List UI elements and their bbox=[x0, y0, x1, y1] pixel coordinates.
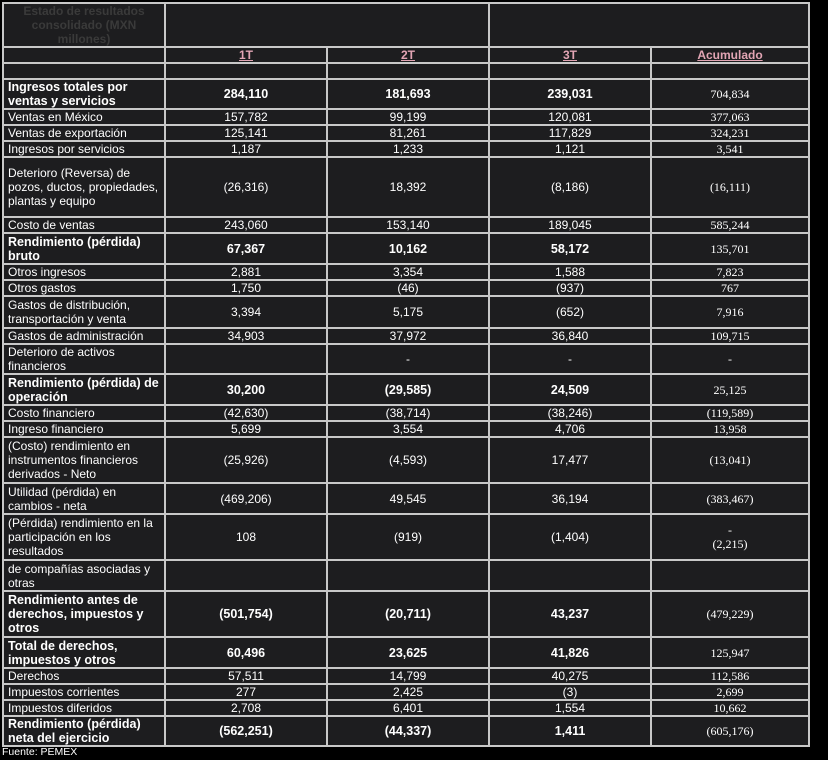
table-row bbox=[3, 374, 809, 405]
value-acumulado: 112,586 bbox=[651, 668, 809, 684]
value-1t bbox=[165, 560, 327, 591]
value-2t: - bbox=[327, 344, 489, 374]
value-3t: 189,045 bbox=[489, 217, 651, 233]
value-1t: 277 bbox=[165, 684, 327, 700]
value-acumulado: 25,125 bbox=[651, 374, 809, 405]
column-header-3t: 3T bbox=[489, 47, 651, 63]
title-blank-cell bbox=[489, 3, 809, 47]
value-2t: 10,162 bbox=[327, 233, 489, 264]
row-label: Rendimiento antes de derechos, impuestos y otros bbox=[3, 591, 165, 637]
value-acumulado: 109,715 bbox=[651, 328, 809, 344]
row-label: Derechos bbox=[3, 668, 165, 684]
row-label: Deterioro de activos financieros bbox=[3, 344, 165, 374]
value-1t: 284,110 bbox=[165, 79, 327, 109]
row-label: (Pérdida) rendimiento en la participación en los resultados bbox=[3, 514, 165, 560]
table-row bbox=[3, 157, 809, 217]
table-row bbox=[3, 716, 809, 746]
value-1t: (501,754) bbox=[165, 591, 327, 637]
value-3t: 24,509 bbox=[489, 374, 651, 405]
value-acumulado: 704,834 bbox=[651, 79, 809, 109]
row-label: Otros ingresos bbox=[3, 264, 165, 280]
row-label: Ventas en México bbox=[3, 109, 165, 125]
value-acumulado: 767 bbox=[651, 280, 809, 296]
table-row bbox=[3, 264, 809, 280]
value-acumulado: 7,823 bbox=[651, 264, 809, 280]
value-2t: (44,337) bbox=[327, 716, 489, 746]
header-blank-cell bbox=[3, 47, 165, 63]
value-acumulado: (119,589) bbox=[651, 405, 809, 421]
table-row bbox=[3, 280, 809, 296]
value-3t: 41,826 bbox=[489, 637, 651, 668]
value-2t: 81,261 bbox=[327, 125, 489, 141]
value-3t: 36,840 bbox=[489, 328, 651, 344]
value-acumulado: (16,111) bbox=[651, 157, 809, 217]
row-label: Ingresos por servicios bbox=[3, 141, 165, 157]
row-label: Ingreso financiero bbox=[3, 421, 165, 437]
column-header-row bbox=[3, 47, 809, 63]
value-acumulado: (605,176) bbox=[651, 716, 809, 746]
value-3t bbox=[489, 560, 651, 591]
table-row bbox=[3, 296, 809, 328]
row-label: Total de derechos, impuestos y otros bbox=[3, 637, 165, 668]
value-acumulado: 125,947 bbox=[651, 637, 809, 668]
column-header-1t: 1T bbox=[165, 47, 327, 63]
value-acumulado bbox=[651, 560, 809, 591]
row-label: Rendimiento (pérdida) neta del ejercicio bbox=[3, 716, 165, 746]
row-label: Gastos de administración bbox=[3, 328, 165, 344]
value-2t: 153,140 bbox=[327, 217, 489, 233]
row-label: Impuestos diferidos bbox=[3, 700, 165, 716]
value-2t: 3,354 bbox=[327, 264, 489, 280]
row-label: Costo financiero bbox=[3, 405, 165, 421]
value-3t: (1,404) bbox=[489, 514, 651, 560]
value-1t: 1,750 bbox=[165, 280, 327, 296]
value-acumulado: - bbox=[651, 344, 809, 374]
row-label: Rendimiento (pérdida) de operación bbox=[3, 374, 165, 405]
row-label: de compañías asociadas y otras bbox=[3, 560, 165, 591]
value-1t: 108 bbox=[165, 514, 327, 560]
value-1t: 3,394 bbox=[165, 296, 327, 328]
row-label: Rendimiento (pérdida) bruto bbox=[3, 233, 165, 264]
row-label: Otros gastos bbox=[3, 280, 165, 296]
value-3t: (3) bbox=[489, 684, 651, 700]
table-row bbox=[3, 591, 809, 637]
value-acumulado: - (2,215) bbox=[651, 514, 809, 560]
value-3t: 17,477 bbox=[489, 437, 651, 483]
value-3t: 239,031 bbox=[489, 79, 651, 109]
value-1t bbox=[165, 344, 327, 374]
value-3t: 120,081 bbox=[489, 109, 651, 125]
value-2t: 23,625 bbox=[327, 637, 489, 668]
value-2t bbox=[327, 560, 489, 591]
value-3t: 1,121 bbox=[489, 141, 651, 157]
row-label: Gastos de distribución, transportación y venta bbox=[3, 296, 165, 328]
value-1t: 57,511 bbox=[165, 668, 327, 684]
table-row bbox=[3, 79, 809, 109]
table-row bbox=[3, 668, 809, 684]
value-2t: 18,392 bbox=[327, 157, 489, 217]
value-acumulado: (13,041) bbox=[651, 437, 809, 483]
value-acumulado: 3,541 bbox=[651, 141, 809, 157]
value-1t: 157,782 bbox=[165, 109, 327, 125]
row-label: Ventas de exportación bbox=[3, 125, 165, 141]
value-acumulado: 585,244 bbox=[651, 217, 809, 233]
value-1t: 67,367 bbox=[165, 233, 327, 264]
value-2t: 99,199 bbox=[327, 109, 489, 125]
value-acumulado: (479,229) bbox=[651, 591, 809, 637]
value-3t: 1,554 bbox=[489, 700, 651, 716]
value-1t: (26,316) bbox=[165, 157, 327, 217]
row-label: Impuestos corrientes bbox=[3, 684, 165, 700]
value-1t: (562,251) bbox=[165, 716, 327, 746]
value-3t: - bbox=[489, 344, 651, 374]
value-1t: (469,206) bbox=[165, 483, 327, 514]
value-1t: 1,187 bbox=[165, 141, 327, 157]
value-2t: (29,585) bbox=[327, 374, 489, 405]
income-statement-table bbox=[2, 2, 810, 747]
value-2t: 37,972 bbox=[327, 328, 489, 344]
source-note: Fuente: PEMEX bbox=[2, 746, 78, 758]
table-row bbox=[3, 684, 809, 700]
value-2t: (38,714) bbox=[327, 405, 489, 421]
row-label: Costo de ventas bbox=[3, 217, 165, 233]
value-acumulado: (383,467) bbox=[651, 483, 809, 514]
value-2t: 5,175 bbox=[327, 296, 489, 328]
value-acumulado: 7,916 bbox=[651, 296, 809, 328]
spacer-row bbox=[3, 63, 809, 79]
row-label: (Costo) rendimiento en instrumentos financieros derivados - Neto bbox=[3, 437, 165, 483]
value-2t: 1,233 bbox=[327, 141, 489, 157]
value-acumulado: 324,231 bbox=[651, 125, 809, 141]
value-2t: 6,401 bbox=[327, 700, 489, 716]
value-2t: 49,545 bbox=[327, 483, 489, 514]
value-acumulado: 135,701 bbox=[651, 233, 809, 264]
value-3t: 1,411 bbox=[489, 716, 651, 746]
table-row bbox=[3, 125, 809, 141]
value-acumulado: 10,662 bbox=[651, 700, 809, 716]
value-2t: (20,711) bbox=[327, 591, 489, 637]
value-1t: 243,060 bbox=[165, 217, 327, 233]
table-row bbox=[3, 328, 809, 344]
row-label: Utilidad (pérdida) en cambios - neta bbox=[3, 483, 165, 514]
column-header-2t: 2T bbox=[327, 47, 489, 63]
table-row bbox=[3, 514, 809, 560]
value-2t: 14,799 bbox=[327, 668, 489, 684]
value-2t: (4,593) bbox=[327, 437, 489, 483]
table-row bbox=[3, 217, 809, 233]
table-row bbox=[3, 560, 809, 591]
table-row bbox=[3, 109, 809, 125]
table-row bbox=[3, 405, 809, 421]
value-1t: (42,630) bbox=[165, 405, 327, 421]
value-3t: 40,275 bbox=[489, 668, 651, 684]
value-3t: 117,829 bbox=[489, 125, 651, 141]
value-1t: 2,708 bbox=[165, 700, 327, 716]
value-2t: 181,693 bbox=[327, 79, 489, 109]
value-3t: (652) bbox=[489, 296, 651, 328]
row-label: Deterioro (Reversa) de pozos, ductos, propiedades, plantas y equipo bbox=[3, 157, 165, 217]
value-3t: 58,172 bbox=[489, 233, 651, 264]
value-1t: 125,141 bbox=[165, 125, 327, 141]
value-3t: 36,194 bbox=[489, 483, 651, 514]
value-2t: 3,554 bbox=[327, 421, 489, 437]
value-2t: (919) bbox=[327, 514, 489, 560]
value-1t: 2,881 bbox=[165, 264, 327, 280]
value-3t: (8,186) bbox=[489, 157, 651, 217]
table-row bbox=[3, 437, 809, 483]
table-row bbox=[3, 233, 809, 264]
table-title: Estado de resultados consolidado (MXN millones) bbox=[3, 3, 165, 47]
table-row bbox=[3, 344, 809, 374]
table-row bbox=[3, 483, 809, 514]
row-label: Ingresos totales por ventas y servicios bbox=[3, 79, 165, 109]
value-1t: (25,926) bbox=[165, 437, 327, 483]
value-3t: 43,237 bbox=[489, 591, 651, 637]
table-title-row bbox=[3, 3, 809, 47]
value-1t: 30,200 bbox=[165, 374, 327, 405]
value-2t: (46) bbox=[327, 280, 489, 296]
value-1t: 60,496 bbox=[165, 637, 327, 668]
table-row bbox=[3, 421, 809, 437]
value-1t: 34,903 bbox=[165, 328, 327, 344]
table-row bbox=[3, 700, 809, 716]
value-3t: (38,246) bbox=[489, 405, 651, 421]
value-3t: 4,706 bbox=[489, 421, 651, 437]
table-row bbox=[3, 141, 809, 157]
value-1t: 5,699 bbox=[165, 421, 327, 437]
column-header-acumulado: Acumulado bbox=[651, 47, 809, 63]
value-acumulado: 13,958 bbox=[651, 421, 809, 437]
value-acumulado: 377,063 bbox=[651, 109, 809, 125]
title-blank-cell bbox=[165, 3, 489, 47]
value-3t: (937) bbox=[489, 280, 651, 296]
value-acumulado: 2,699 bbox=[651, 684, 809, 700]
table-row bbox=[3, 637, 809, 668]
value-3t: 1,588 bbox=[489, 264, 651, 280]
value-2t: 2,425 bbox=[327, 684, 489, 700]
